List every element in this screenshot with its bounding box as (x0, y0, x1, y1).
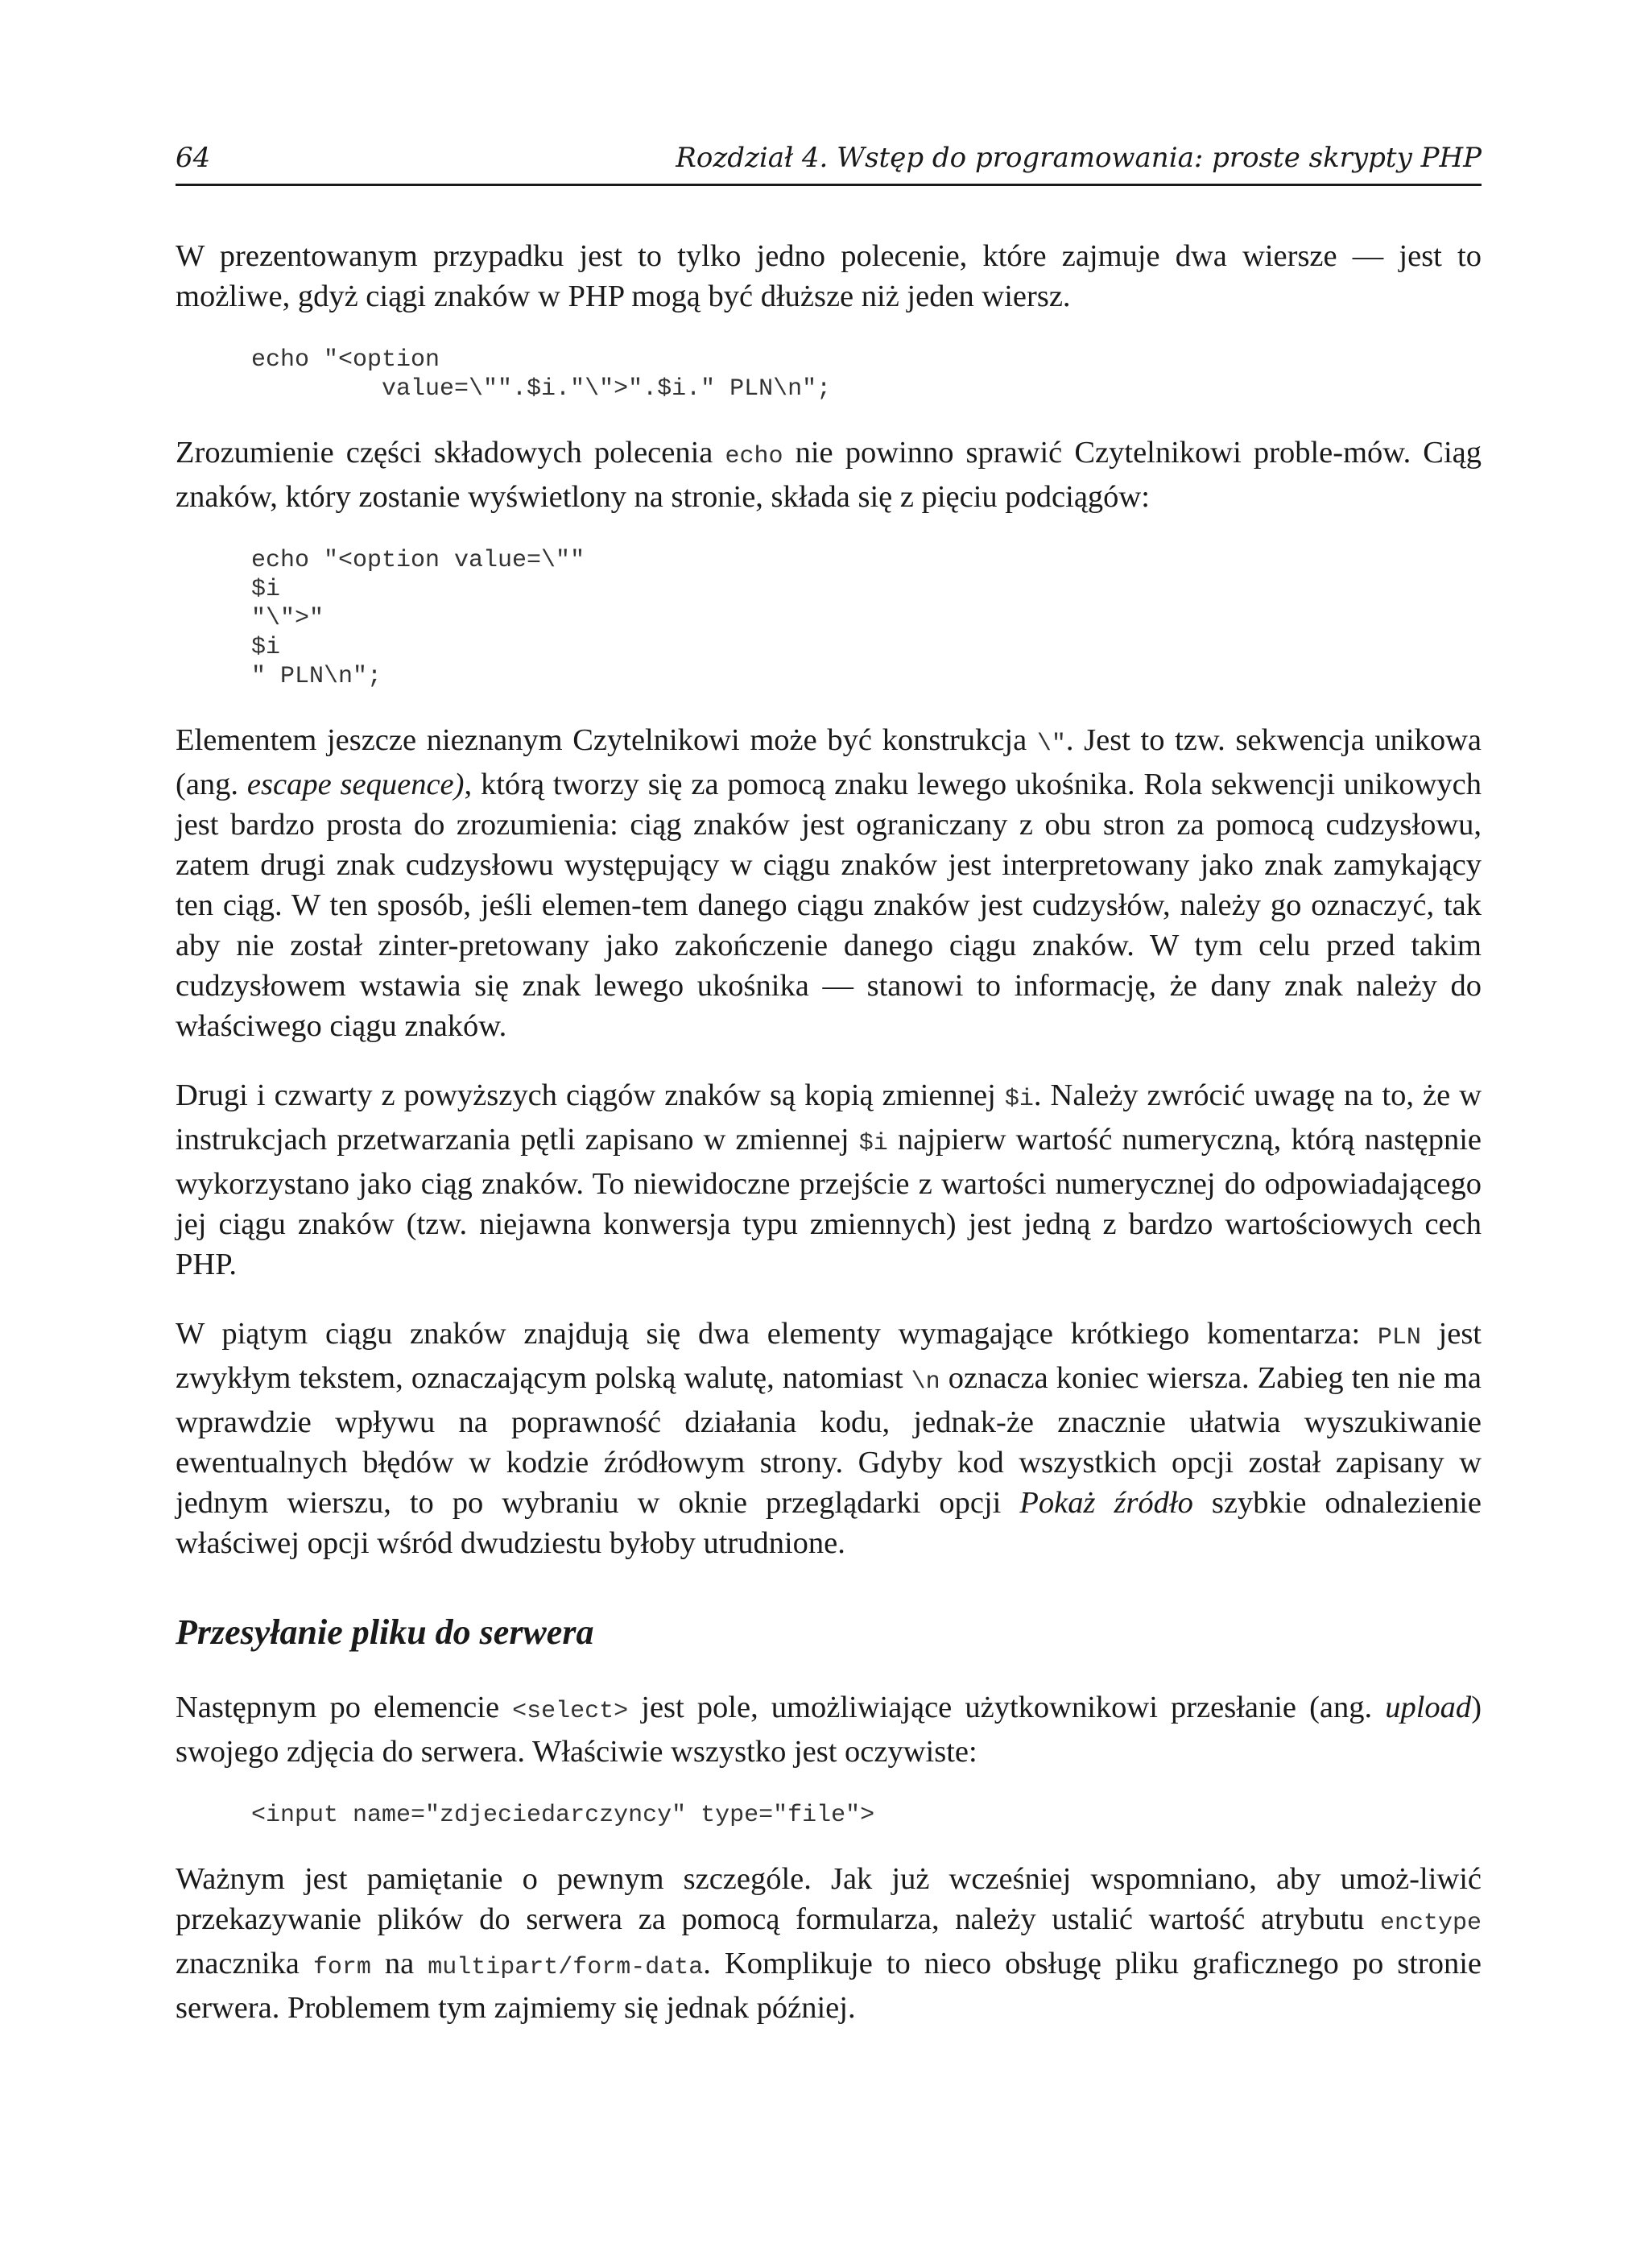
inline-code: enctype (1379, 1910, 1482, 1937)
book-page (176, 137, 1482, 2057)
inline-code: echo (725, 443, 783, 470)
inline-code: multipart/form-data (428, 1954, 704, 1981)
code-block-3: <input name="zdjeciedarczyncy" type="file"> (251, 1802, 875, 1829)
code-block-2: echo "<option value=\"" $i "\">" $i " PLN\n"; (251, 547, 585, 690)
inline-code: PLN (1377, 1324, 1421, 1351)
italic-term: Pokaż źródło (1019, 1486, 1193, 1520)
paragraph-2: Zrozumienie części składowych polecenia echo nie powinno sprawić Czytelnikowi proble-mów. Ciąg znaków, który zostanie wyświetlony na stronie, składa się z pięciu podciągów: (176, 436, 1482, 514)
inline-code: \" (1036, 730, 1066, 758)
paragraph-5: W piątym ciągu znaków znajdują się dwa elementy wymagające krótkiego komentarza: PLN jest zwykłym tekstem, oznaczającym polską walutę, natomiast \n oznacza koniec wiersza. Zabieg ten nie ma wprawdzie wpływu na poprawność działania kodu, jednak-że znacznie ułatwia wyszukiwanie ewentualnych błędów w kodzie źródłowym strony. Gdyby kod wszystkich opcji został zapisany w jednym wierszu, to po wybraniu w oknie przeglądarki opcji Pokaż źródło szybkie odnalezienie właściwej opcji wśród dwudziestu byłoby utrudnione. (176, 1317, 1482, 1560)
inline-code: <select> (512, 1698, 629, 1725)
inline-code: form (312, 1954, 371, 1981)
chapter-title: Rozdział 4. Wstęp do programowania: proste skrypty PHP (676, 142, 1482, 174)
italic-term: upload (1385, 1691, 1472, 1724)
section-heading: Przesyłanie pliku do serwera (176, 1612, 594, 1652)
inline-code: $i (858, 1130, 888, 1157)
page-number: 64 (176, 142, 211, 174)
inline-code: $i (1004, 1086, 1034, 1113)
paragraph-7: Ważnym jest pamiętanie o pewnym szczególe. Jak już wcześniej wspomniano, aby umoż-liwić przekazywanie plików do serwera za pomocą formularza, należy ustalić wartość atrybutu enctype znacznika form na multipart/form-data. Komplikuje to nieco obsługę pliku graficznego po stronie serwera. Problemem tym zajmiemy się jednak później. (176, 1862, 1482, 2025)
italic-term: escape sequence) (246, 768, 465, 801)
inline-code: \n (911, 1368, 940, 1396)
paragraph-4: Drugi i czwarty z powyższych ciągów znaków są kopią zmiennej $i. Należy zwrócić uwagę na to, że w instrukcjach przetwarzania pętli zapisano w zmiennej $i najpierw wartość numeryczną, którą następnie wykorzystano jako ciąg znaków. To niewidoczne przejście z wartości numerycznej do odpowiadającego jej ciągu znaków (tzw. niejawna konwersja typu zmiennych) jest jedną z bardzo wartościowych cech PHP. (176, 1078, 1482, 1281)
paragraph-3: Elementem jeszcze nieznanym Czytelnikowi może być konstrukcja \". Jest to tzw. sekwencja unikowa (ang. escape sequence), którą tworzy się za pomocą znaku lewego ukośnika. Rola sekwencji unikowych jest bardzo prosta do zrozumienia: ciąg znaków jest ograniczany z obu stron za pomocą cudzysłowu, zatem drugi znak cudzysłowu występujący w ciągu znaków jest interpretowany jako znak zamykający ten ciąg. W ten sposób, jeśli elemen-tem danego ciągu znaków jest cudzysłów, należy go oznaczyć, tak aby nie został zinter-pretowany jako zakończenie danego ciągu znaków. W tym celu przed takim cudzysłowem wstawia się znak lewego ukośnika — stanowi to informację, że dany znak należy do właściwego ciągu znaków. (176, 723, 1482, 1043)
code-block-1: echo "<option value=\"".$i."\">".$i." PLN\n"; (251, 346, 832, 403)
running-header (176, 137, 1482, 186)
paragraph-6: Następnym po elemencie <select> jest pole, umożliwiające użytkownikowi przesłanie (ang. upload) swojego zdjęcia do serwera. Właściwie wszystko jest oczywiste: (176, 1691, 1482, 1769)
paragraph-1: W prezentowanym przypadku jest to tylko jedno polecenie, które zajmuje dwa wiersze — jest to możliwe, gdyż ciągi znaków w PHP mogą być dłuższe niż jeden wiersz. (176, 239, 1482, 313)
